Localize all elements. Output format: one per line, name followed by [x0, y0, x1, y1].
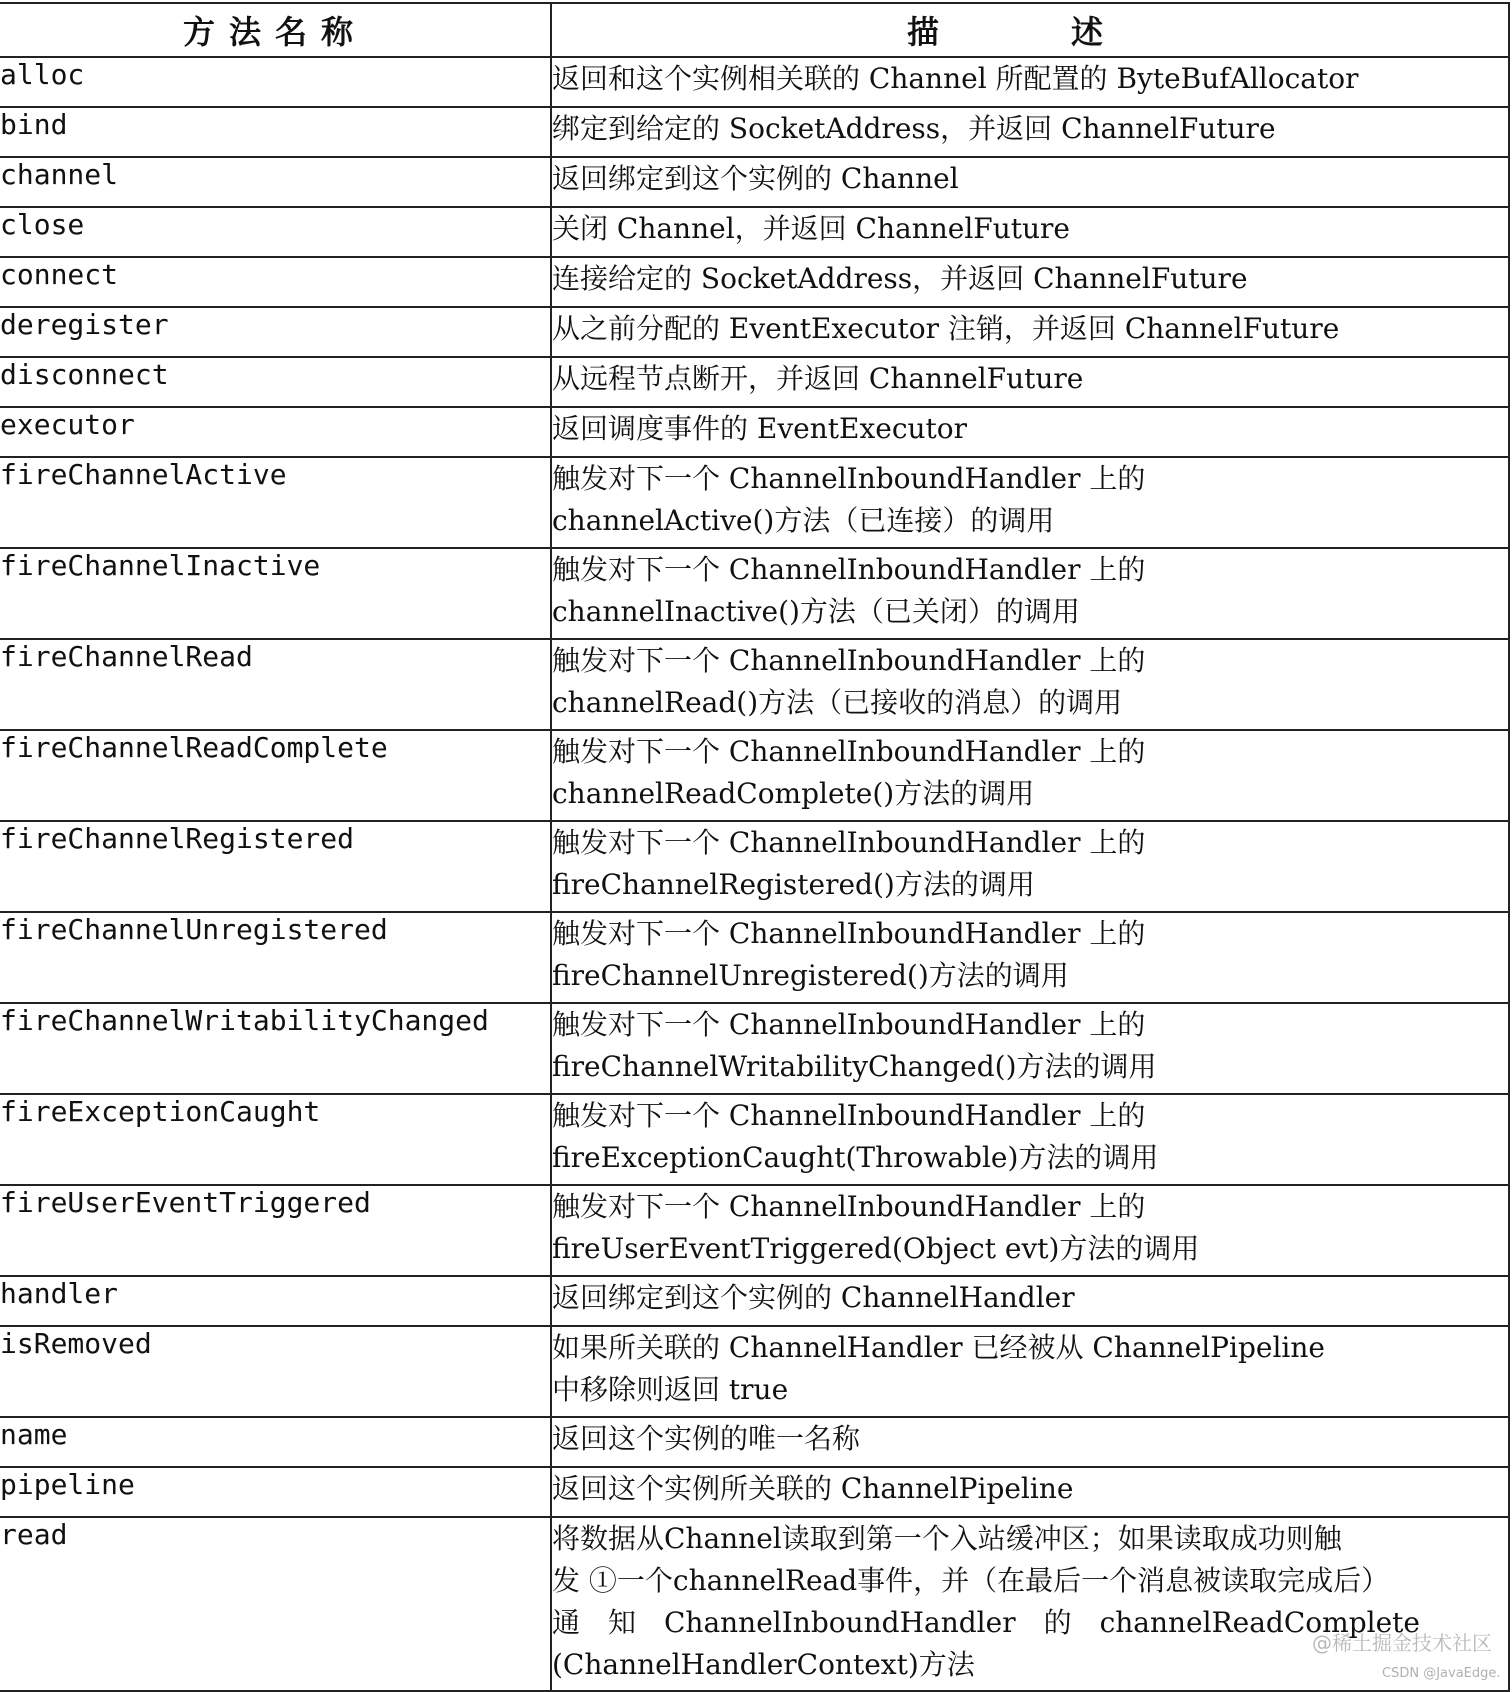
table-row: [0, 1517, 1509, 1691]
method-name-cell: fireChannelWritabilityChanged: [0, 1003, 551, 1094]
method-name-cell: fireChannelRead: [0, 639, 551, 730]
method-name-cell: deregister: [0, 307, 551, 357]
table-row: [0, 57, 1509, 107]
method-name-cell: channel: [0, 157, 551, 207]
method-description-cell: 绑定到给定的 SocketAddress，并返回 ChannelFuture: [551, 107, 1509, 157]
method-description-cell: 触发对下一个 ChannelInboundHandler 上的 channelInactive()方法（已关闭）的调用: [551, 548, 1509, 639]
method-description-cell: 触发对下一个 ChannelInboundHandler 上的 fireChannelUnregistered()方法的调用: [551, 912, 1509, 1003]
method-name-cell: pipeline: [0, 1467, 551, 1517]
header-method-name: 方法名称: [0, 3, 551, 57]
method-name-cell: executor: [0, 407, 551, 457]
method-description-cell: 触发对下一个 ChannelInboundHandler 上的 fireUserEventTriggered(Object evt)方法的调用: [551, 1185, 1509, 1276]
table-row: [0, 730, 1509, 821]
header-description: 描 述: [551, 3, 1509, 57]
table-row: [0, 1276, 1509, 1326]
method-description-cell: 返回绑定到这个实例的 Channel: [551, 157, 1509, 207]
table-row: [0, 157, 1509, 207]
method-name-cell: fireChannelRegistered: [0, 821, 551, 912]
method-name-cell: fireExceptionCaught: [0, 1094, 551, 1185]
method-name-cell: fireChannelActive: [0, 457, 551, 548]
method-name-cell: isRemoved: [0, 1326, 551, 1417]
table-row: [0, 407, 1509, 457]
table-row: [0, 1185, 1509, 1276]
table-row: [0, 912, 1509, 1003]
table-row: [0, 207, 1509, 257]
method-description-cell: 触发对下一个 ChannelInboundHandler 上的 channelRead()方法（已接收的消息）的调用: [551, 639, 1509, 730]
method-name-cell: fireChannelUnregistered: [0, 912, 551, 1003]
table-row: [0, 1003, 1509, 1094]
method-description-cell: 返回调度事件的 EventExecutor: [551, 407, 1509, 457]
table-header-row: [0, 3, 1509, 57]
method-description-cell: 返回绑定到这个实例的 ChannelHandler: [551, 1276, 1509, 1326]
method-description-cell: 触发对下一个 ChannelInboundHandler 上的 channelActive()方法（已连接）的调用: [551, 457, 1509, 548]
table-row: [0, 639, 1509, 730]
method-description-cell: 将数据从Channel读取到第一个入站缓冲区；如果读取成功则触 发 ①一个channelRead事件，并（在最后一个消息被读取完成后） 通 知 ChannelInboundHandler 的 channelReadComplete (ChannelHandlerContext)方法: [551, 1517, 1509, 1691]
method-description-cell: 返回这个实例的唯一名称: [551, 1417, 1509, 1467]
table-row: [0, 457, 1509, 548]
method-description-cell: 从之前分配的 EventExecutor 注销，并返回 ChannelFuture: [551, 307, 1509, 357]
table-row: [0, 357, 1509, 407]
method-name-cell: fireChannelInactive: [0, 548, 551, 639]
method-name-cell: fireChannelReadComplete: [0, 730, 551, 821]
table-row: [0, 307, 1509, 357]
method-name-cell: disconnect: [0, 357, 551, 407]
method-name-cell: fireUserEventTriggered: [0, 1185, 551, 1276]
method-description-cell: 从远程节点断开，并返回 ChannelFuture: [551, 357, 1509, 407]
method-name-cell: handler: [0, 1276, 551, 1326]
method-description-cell: 关闭 Channel，并返回 ChannelFuture: [551, 207, 1509, 257]
watermark-csdn: CSDN @JavaEdge.: [1382, 1666, 1501, 1681]
table-row: [0, 1417, 1509, 1467]
method-description-cell: 返回和这个实例相关联的 Channel 所配置的 ByteBufAllocator: [551, 57, 1509, 107]
table-row: [0, 1094, 1509, 1185]
method-description-cell: 连接给定的 SocketAddress，并返回 ChannelFuture: [551, 257, 1509, 307]
table-row: [0, 821, 1509, 912]
method-name-cell: alloc: [0, 57, 551, 107]
method-description-cell: 触发对下一个 ChannelInboundHandler 上的 fireChannelWritabilityChanged()方法的调用: [551, 1003, 1509, 1094]
method-name-cell: bind: [0, 107, 551, 157]
method-name-cell: read: [0, 1517, 551, 1691]
table-row: [0, 257, 1509, 307]
method-description-cell: 触发对下一个 ChannelInboundHandler 上的 fireChannelRegistered()方法的调用: [551, 821, 1509, 912]
method-table: [0, 2, 1510, 1692]
method-description-cell: 触发对下一个 ChannelInboundHandler 上的 channelReadComplete()方法的调用: [551, 730, 1509, 821]
method-description-cell: 触发对下一个 ChannelInboundHandler 上的 fireExceptionCaught(Throwable)方法的调用: [551, 1094, 1509, 1185]
method-name-cell: close: [0, 207, 551, 257]
table-row: [0, 548, 1509, 639]
table-row: [0, 107, 1509, 157]
method-description-cell: 如果所关联的 ChannelHandler 已经被从 ChannelPipeline 中移除则返回 true: [551, 1326, 1509, 1417]
watermark-juejin: @稀土掘金技术社区: [1312, 1631, 1492, 1655]
table-row: [0, 1326, 1509, 1417]
method-name-cell: connect: [0, 257, 551, 307]
method-description-cell: 返回这个实例所关联的 ChannelPipeline: [551, 1467, 1509, 1517]
method-name-cell: name: [0, 1417, 551, 1467]
table-row: [0, 1467, 1509, 1517]
